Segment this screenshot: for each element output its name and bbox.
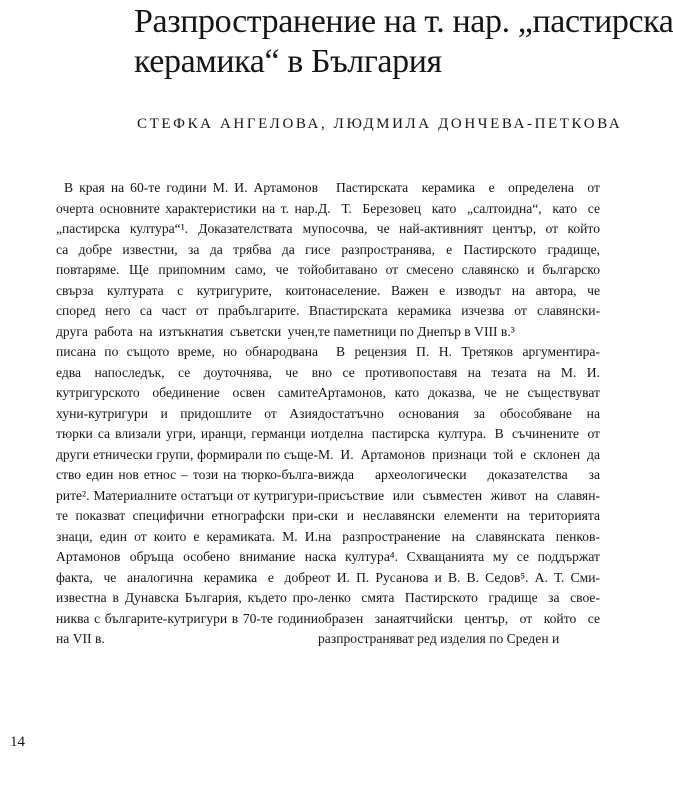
text-line: знаци, един от които е керамиката. М. И. — [56, 528, 318, 544]
text-line: но се противопоставя на тезата на М. И. — [318, 364, 600, 380]
text-line: население. Важен е изводът на автора, че — [318, 282, 600, 298]
right-column — [318, 178, 600, 650]
text-line: на разпространение на славянската пенков- — [318, 528, 600, 544]
text-line: ски и неславянски елементи на територията — [318, 508, 600, 523]
text-line: отделна пастирска култура. В съчинените от — [318, 426, 600, 441]
text-line: В края на 60-те години М. И. Артамонов — [64, 180, 318, 195]
text-line: факта, че аналогична керамика е добре — [56, 569, 318, 585]
text-line: от И. П. Русанова и В. В. Седов⁵. А. Т. Сми- — [318, 569, 600, 585]
text-line: свърза културата с кутригурите, които — [56, 282, 318, 298]
text-line: Артамонов, като доказва, че не съществуват — [318, 385, 600, 400]
text-line: вижда археологически доказателства за — [318, 467, 600, 482]
text-line: достатъчно основания за обособяване на — [318, 405, 600, 421]
text-line: обитавано от смесено славянско и българско — [318, 262, 600, 277]
text-line: друга работа на изтъкнатия съветски учен, — [56, 323, 318, 339]
text-line: писана по същото време, но обнародвана — [56, 344, 318, 359]
text-line: ленко смята Пастирското градище за свое- — [318, 590, 600, 605]
text-line: се разпространява, е Пастирското градище, — [318, 241, 600, 257]
text-line: образен занаятчийски център, от който се — [318, 610, 600, 626]
text-line: посочва, че най-активният център, от който — [318, 221, 600, 236]
article-title-line-2: керамика“ в България — [134, 43, 442, 80]
text-line: Артамонов обръща особено внимание на — [56, 549, 318, 564]
text-line: разпространяват ред изделия по Среден и — [318, 631, 560, 646]
text-line: хуни-кутригури и придошлите от Азия — [56, 405, 318, 421]
page-number: 14 — [10, 734, 25, 750]
text-line: пастирската керамика изчезва от славянски- — [318, 303, 600, 318]
text-line: са добре известни, за да трябва да ги — [56, 241, 318, 257]
text-line: присъствие или съвместен живот на славян- — [318, 487, 600, 503]
text-line: М. И. Артамонов признаци той е склонен да — [318, 446, 600, 462]
text-line: Пастирската керамика е определена от — [336, 180, 600, 195]
text-line: известна в Дунавска България, където про- — [56, 590, 318, 605]
text-line: те показват специфични етнографски при- — [56, 508, 318, 523]
text-line: тюрки са влизали угри, иранци, германци и — [56, 426, 318, 441]
text-line: те паметници по Днепър в VIII в.³ — [318, 323, 515, 339]
text-line: „пастирска култура“¹. Доказателствата му — [56, 221, 318, 236]
text-line: рите². Материалните остатъци от кутригури- — [56, 487, 318, 503]
text-line: Д. Т. Березовец като „салтоидна“, като се — [318, 200, 600, 216]
text-line: според него са част от прабългарите. В — [56, 303, 318, 318]
article-title-line-1: Разпространение на т. нар. „пастирска — [134, 3, 673, 40]
text-line: В рецензия П. Н. Третяков аргументира- — [336, 344, 600, 359]
text-line: едва напоследък, се доуточнява, че в — [56, 364, 318, 380]
text-line: на VII в. — [56, 631, 105, 646]
left-column — [56, 178, 318, 650]
text-line: кутригурското обединение освен самите — [56, 385, 318, 400]
article-authors: СТЕФКА АНГЕЛОВА, ЛЮДМИЛА ДОНЧЕВА-ПЕТКОВА — [137, 116, 623, 132]
text-line: ство един нов етнос – този на тюрко-бълга- — [56, 467, 318, 482]
text-line: очерта основните характеристики на т. нар. — [56, 200, 318, 216]
text-line: никва с българите-кутригури в 70-те години — [56, 610, 318, 626]
article-title — [134, 2, 673, 82]
text-line: повтаряме. Ще припомним само, че той — [56, 262, 318, 277]
text-line: други етнически групи, формирали по съще- — [56, 446, 318, 462]
text-line: ска култура⁴. Схващанията му се поддържат — [318, 549, 600, 564]
